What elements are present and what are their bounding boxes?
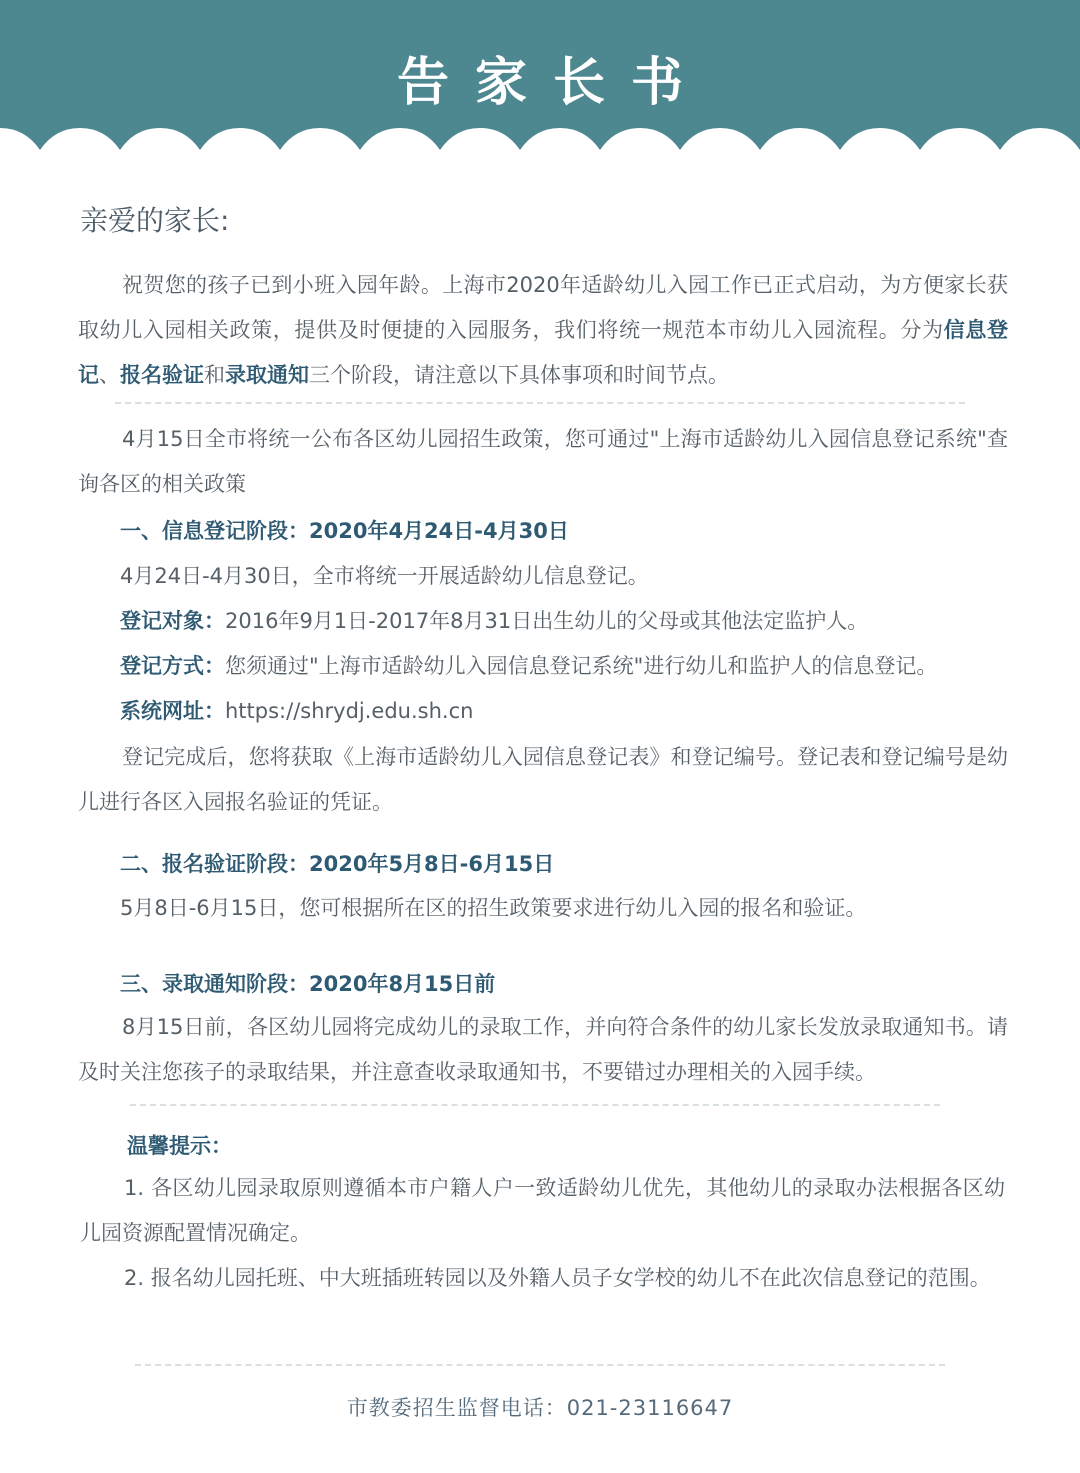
system-url: 系统网址：https://shrydj.edu.sh.cn (120, 699, 474, 723)
stage-admission: 录取通知 (225, 363, 309, 387)
system-url-link[interactable]: https://shrydj.edu.sh.cn (225, 699, 474, 723)
section2-title: 二、报名验证阶段：2020年5月8日-6月15日 (120, 852, 555, 876)
page-title: 告家长书 (396, 52, 709, 113)
section3-line1: 8月15日前，各区幼儿园将完成幼儿的录取工作，并向符合条件的幼儿家长发放录取通知书。请及时关注您孩子的录取结果，并注意查收录取通知书，不要错过办理相关的入园手续。 (78, 1015, 1008, 1084)
policy-notice: 4月15日全市将统一公布各区幼儿园招生政策，您可通过"上海市适龄幼儿入园信息登记系统"查询各区的相关政策 (78, 427, 1008, 496)
section2-line1: 5月8日-6月15日，您可根据所在区的招生政策要求进行幼儿入园的报名和验证。 (120, 896, 867, 920)
divider (130, 1104, 940, 1106)
header-banner (0, 0, 1080, 160)
section1-after: 登记完成后，您将获取《上海市适龄幼儿入园信息登记表》和登记编号。登记表和登记编号是幼儿进行各区入园报名验证的凭证。 (78, 745, 1008, 814)
tip-item-1: 1. 各区幼儿园录取原则遵循本市户籍人户一致适龄幼儿优先，其他幼儿的录取办法根据各区幼儿园资源配置情况确定。 (80, 1176, 1005, 1245)
register-method: 登记方式：您须通过"上海市适龄幼儿入园信息登记系统"进行幼儿和监护人的信息登记。 (120, 654, 938, 678)
divider (115, 402, 965, 404)
stage-info-register: 信息登记 (78, 318, 1009, 387)
tips-title: 温馨提示： (127, 1134, 232, 1158)
section3-title: 三、录取通知阶段：2020年8月15日前 (120, 972, 496, 996)
stage-verify: 报名验证 (120, 363, 204, 387)
section1-title: 一、信息登记阶段：2020年4月24日-4月30日 (120, 519, 569, 543)
tip-item-2: 2. 报名幼儿园托班、中大班插班转园以及外籍人员子女学校的幼儿不在此次信息登记的范围。 (124, 1266, 991, 1290)
intro-paragraph: 祝贺您的孩子已到小班入园年龄。上海市2020年适龄幼儿入园工作已正式启动，为方便家长获取幼儿入园相关政策，提供及时便捷的入园服务，我们将统一规范本市幼儿入园流程。分为信息登记、报名验证和录取通知三个阶段，请注意以下具体事项和时间节点。 (78, 273, 1009, 387)
register-target: 登记对象：2016年9月1日-2017年8月31日出生幼儿的父母或其他法定监护人。 (120, 609, 869, 633)
divider (135, 1364, 945, 1366)
footer-contact: 市教委招生监督电话：021-23116647 (346, 1396, 734, 1420)
section1-line1: 4月24日-4月30日，全市将统一开展适龄幼儿信息登记。 (120, 564, 649, 588)
greeting: 亲爱的家长: (80, 204, 230, 237)
